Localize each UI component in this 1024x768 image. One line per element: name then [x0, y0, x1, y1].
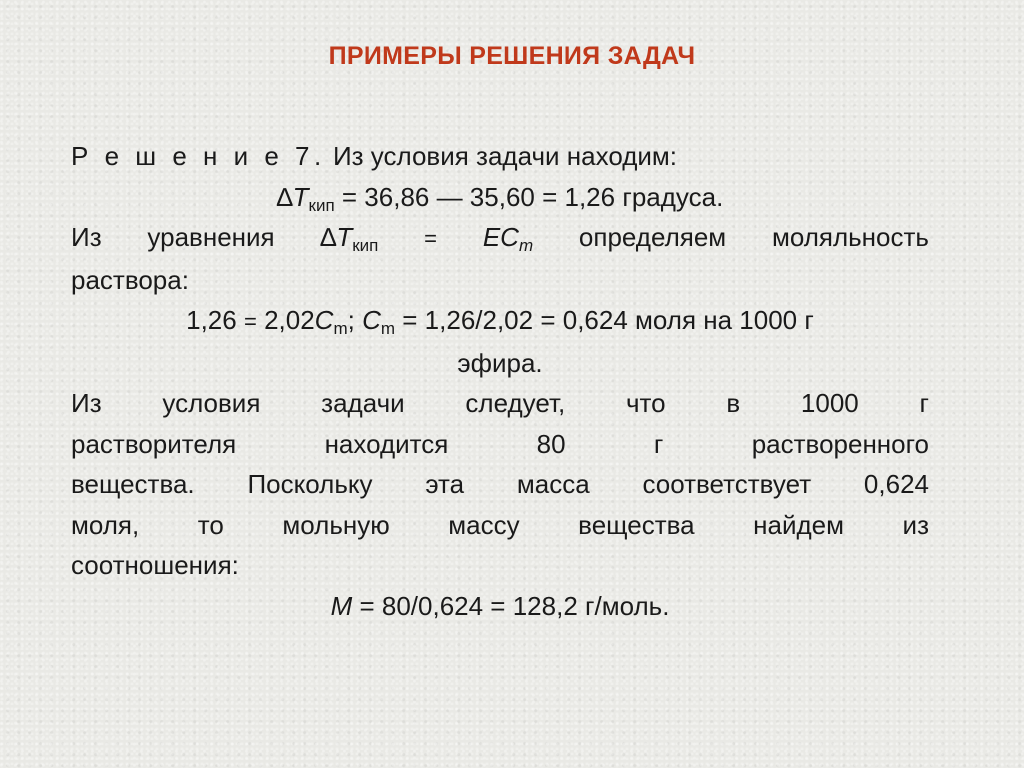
- var-t: T: [336, 222, 353, 252]
- paragraph-2-line-3: вещества. Поскольку эта масса соответствует 0,624: [71, 469, 929, 499]
- var-e: E: [482, 222, 501, 252]
- equals-sign: =: [243, 309, 257, 334]
- equals-sign: =: [424, 226, 438, 251]
- var-t: T: [292, 181, 309, 212]
- solution-label: Р е ш е н и е 7.: [71, 141, 326, 171]
- delta-symbol: ∆: [276, 181, 293, 212]
- separator: ;: [347, 305, 363, 335]
- molality-result: = 1,26/2,02 = 0,624 моля на 1000 г: [402, 305, 814, 335]
- delta-t-equation: [71, 177, 929, 218]
- molality-calculation: [71, 300, 929, 343]
- equation-line: [71, 217, 929, 260]
- solution-intro-line: [71, 136, 929, 177]
- subscript-m: m: [518, 236, 534, 255]
- subscript-kip: кип: [352, 236, 379, 255]
- solution-line-4: раствора:: [71, 264, 189, 295]
- solution-text: [71, 136, 929, 626]
- ebullioscopic-constant: 2,02: [264, 305, 315, 335]
- paragraph-2-line-2: растворителя находится 80 г растворенного: [71, 428, 929, 459]
- equation-intro: Из уравнения: [71, 222, 275, 252]
- subscript-m: m: [380, 319, 396, 338]
- solution-line-6: эфира.: [457, 347, 543, 378]
- slide-title: ПРИМЕРЫ РЕШЕНИЯ ЗАДАЧ: [328, 42, 696, 70]
- paragraph-2-line-1: Из условия задачи следует, что в 1000 г: [71, 388, 929, 418]
- var-m: M: [330, 590, 353, 621]
- subscript-m: m: [333, 319, 348, 338]
- molality-value: 1,26: [186, 305, 237, 335]
- var-c: C: [500, 222, 519, 252]
- delta-symbol: ∆: [320, 222, 337, 252]
- delta-t-result: = 36,86 — 35,60 = 1,26 градуса.: [341, 181, 724, 212]
- solution-intro: Из условия задачи находим:: [332, 141, 677, 171]
- molar-mass-value: = 80/0,624 = 128,2 г/моль.: [359, 590, 670, 621]
- var-c: C: [362, 305, 381, 335]
- paragraph-2-line-5: соотношения:: [71, 550, 239, 580]
- paragraph-2-line-4: моля, то мольную массу вещества найдем из: [71, 509, 929, 540]
- molar-mass-result: [71, 586, 929, 627]
- equation-outro: определяем моляльность: [578, 222, 929, 252]
- subscript-kip: кип: [308, 195, 335, 215]
- var-c: C: [314, 305, 334, 335]
